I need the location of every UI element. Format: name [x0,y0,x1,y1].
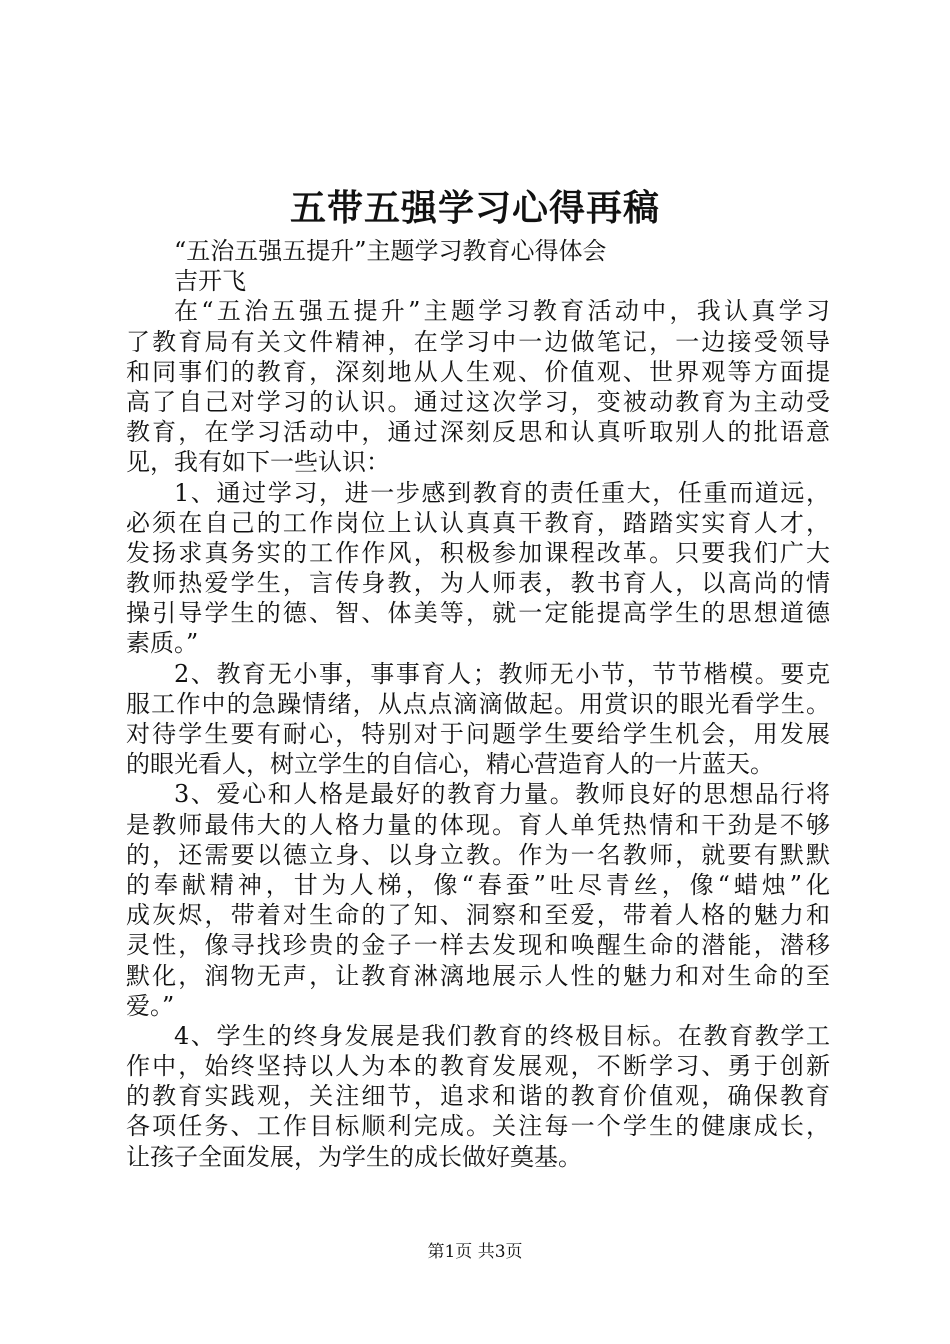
paragraph-line: 教育，在学习活动中，通过深刻反思和认真听取别人的批语意 [126,418,830,447]
paragraph-line: 对待学生要有耐心，特别对于问题学生要给学生机会，用发展 [126,720,830,748]
paragraph-line: 2、教育无小事，事事育人；教师无小节，节节楷模。要克 [174,659,830,688]
paragraph-line: 见，我有如下一些认识： [126,448,390,477]
paragraph-line: 4、学生的终身发展是我们教育的终极目标。在教育教学工 [174,1021,830,1050]
paragraph-line: 的眼光看人，树立学生的自信心，精心营造育人的一片蓝天。 [126,750,774,779]
paragraph-line: 的，还需要以德立身、以身立教。作为一名教师，就要有默默 [126,840,830,869]
page-number: 第1页 共3页 [427,1242,523,1262]
paragraph-line: 高了自己对学习的认识。通过这次学习，变被动教育为主动受 [126,387,830,416]
paragraph-line: 了教育局有关文件精神，在学习中一边做笔记，一边接受领导 [126,327,830,356]
paragraph-line: 爱。” [126,991,175,1020]
paragraph-line: 服工作中的急躁情绪，从点点滴滴做起。用赏识的眼光看学生。 [126,689,830,718]
paragraph-line: 在“五治五强五提升”主题学习教育活动中，我认真学习 [174,297,830,326]
paragraph-line: 教师热爱学生，言传身教，为人师表，教书育人，以高尚的情 [126,569,830,598]
paragraph-line: 的教育实践观，关注细节，追求和谐的教育价值观，确保教育 [126,1082,830,1111]
paragraph-line: 1、通过学习，进一步感到教育的责任重大，任重而道远， [174,478,830,507]
paragraph-line: 是教师最伟大的人格力量的体现。育人单凭热情和干劲是不够 [126,810,830,839]
paragraph-line: 和同事们的教育，深刻地从人生观、价值观、世界观等方面提 [126,357,830,386]
author-line: 吉开飞 [174,267,246,296]
paragraph-line: 作中，始终坚持以人为本的教育发展观，不断学习、勇于创新 [126,1052,830,1081]
subtitle-line: “五治五强五提升”主题学习教育心得体会 [174,237,607,265]
paragraph-line: 素质。” [126,629,199,658]
paragraph-line: 发扬求真务实的工作作风，积极参加课程改革。只要我们广大 [126,538,830,567]
paragraph-line: 操引导学生的德、智、体美等，就一定能提高学生的思想道德 [126,599,830,628]
paragraph-line: 成灰烬，带着对生命的了知、洞察和至爱，带着人格的魅力和 [126,901,830,930]
paragraph-line: 的奉献精神，甘为人梯，像“春蚕”吐尽青丝，像“蜡烛”化 [126,870,830,899]
document-body [126,236,830,1172]
paragraph-line: 灵性，像寻找珍贵的金子一样去发现和唤醒生命的潜能，潜移 [126,931,830,960]
document-title: 五带五强学习心得再稿 [289,187,660,229]
paragraph-line: 默化，润物无声，让教育淋漓地展示人性的魅力和对生命的至 [126,961,830,990]
paragraph-line: 3、爱心和人格是最好的教育力量。教师良好的思想品行将 [174,780,830,809]
paragraph-line: 必须在自己的工作岗位上认认真真干教育，踏踏实实育人才， [126,508,830,537]
paragraph-line: 各项任务、工作目标顺利完成。关注每一个学生的健康成长， [126,1112,830,1141]
paragraph-line: 让孩子全面发展，为学生的成长做好奠基。 [126,1142,582,1171]
